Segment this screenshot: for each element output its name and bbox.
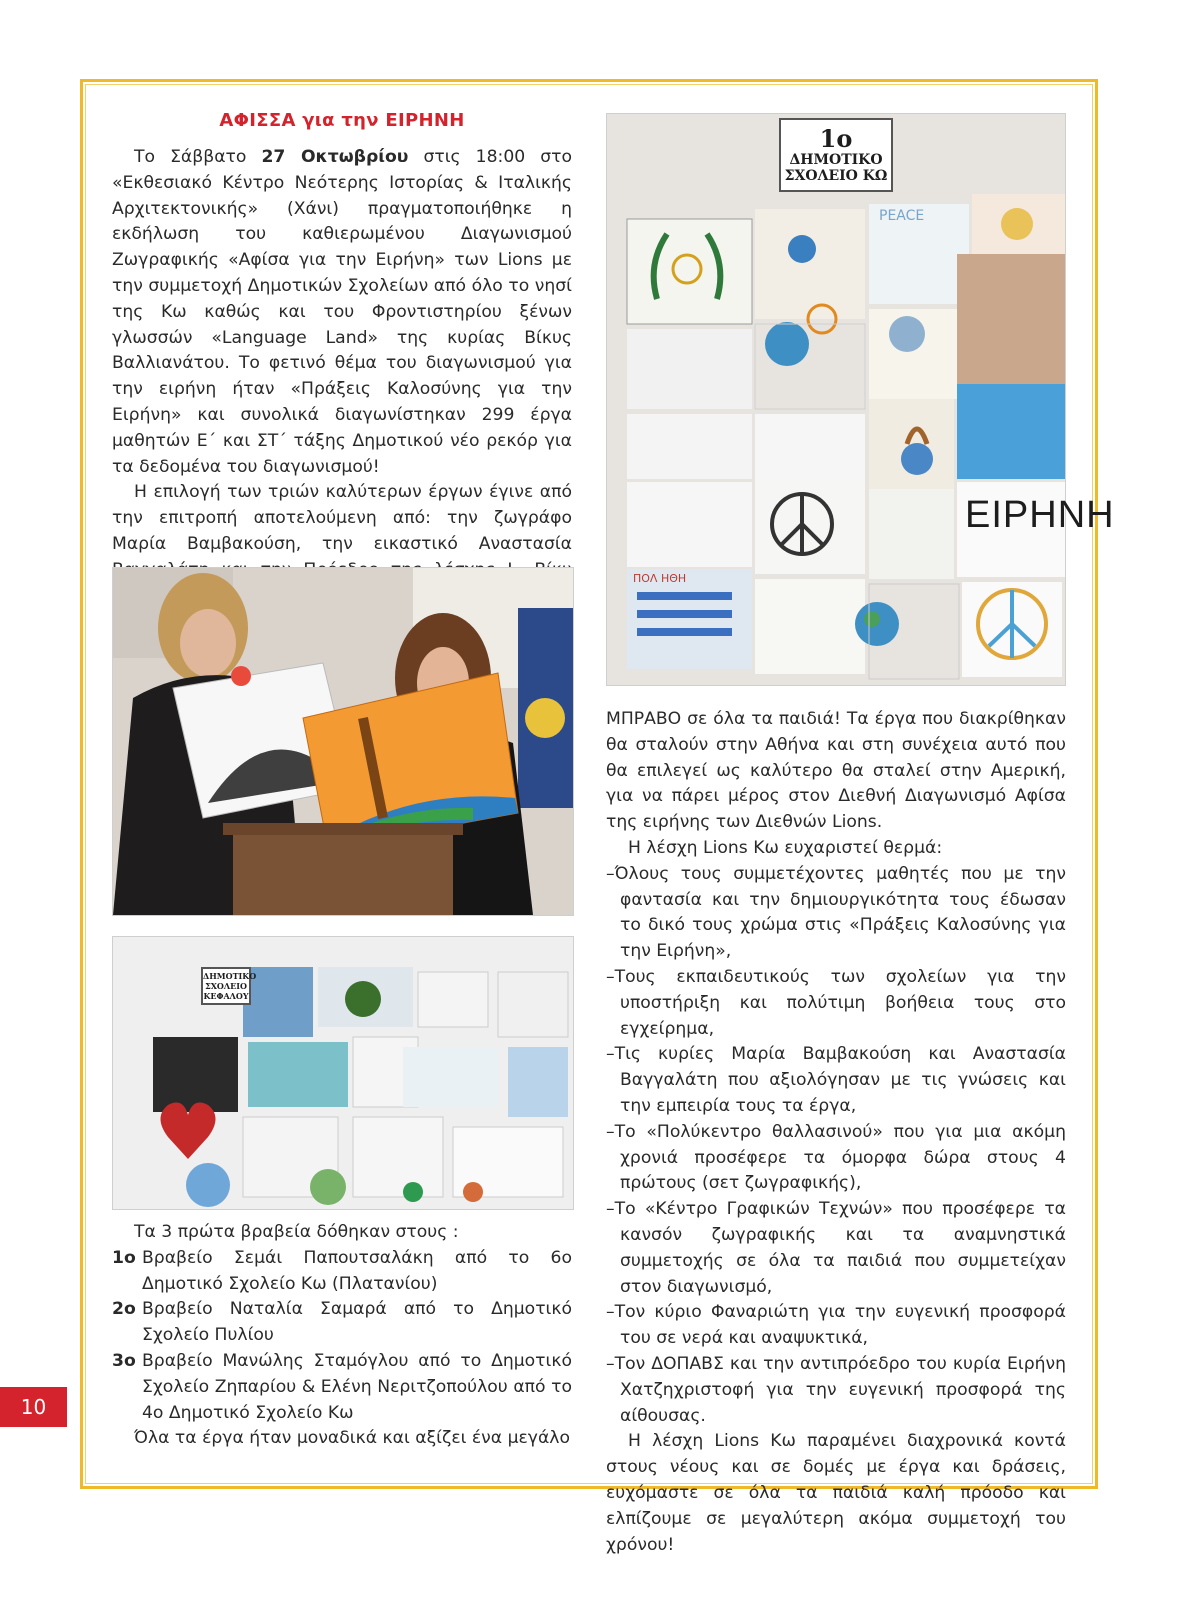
wall-sign-line2: ΣΧΟΛΕΙΟ bbox=[205, 981, 247, 991]
intro-date: 27 Οκτωβρίου bbox=[261, 147, 409, 167]
intro-before: Το Σάββατο bbox=[134, 147, 262, 167]
page-number: 10 bbox=[0, 1387, 67, 1427]
photo-wall-illustration bbox=[113, 937, 573, 1209]
photo-wall-of-drawings bbox=[112, 936, 574, 1210]
prizes-intro: Τα 3 πρώτα βραβεία δόθηκαν στους : bbox=[134, 1222, 459, 1242]
photo-exhibition-drawings bbox=[606, 113, 1115, 686]
thanks-item: –Τον κύριο Φαναριώτη για την ευγενική προσφορά του σε νερά και αναψυκτικά, bbox=[606, 1302, 1066, 1349]
left-column-bottom bbox=[112, 1220, 572, 1452]
left-column-top bbox=[112, 145, 572, 609]
prize-text: Βραβείο Σεμάι Παπουτσαλάκη από το 6ο Δημοτικό Σχολείο Κω (Πλατανίου) bbox=[142, 1247, 572, 1294]
article-title: ΑΦΙΣΣΑ για την ΕΙΡΗΝΗ bbox=[219, 110, 465, 131]
exhibit-eirini-word: ΕΙΡΗΝΗ bbox=[965, 494, 1115, 536]
thanks-item: –Τις κυρίες Μαρία Βαμβακούση και Αναστασία Βαγγαλάτη που αξιολόγησαν με τις γνώσεις και την εμπειρία τους τα έργα, bbox=[606, 1044, 1066, 1116]
prize-text: Βραβείο Ναταλία Σαμαρά από το Δημοτικό Σχολείο Πυλίου bbox=[142, 1299, 572, 1346]
wall-sign bbox=[201, 967, 257, 1005]
wall-sign-line1: ΔΗΜΟΤΙΚΟ bbox=[203, 971, 257, 981]
exhibit-sign-number: 1ο bbox=[819, 124, 853, 153]
prize-rank: 3ο bbox=[112, 1350, 136, 1371]
prize-rank: 1ο bbox=[112, 1247, 136, 1268]
jury-paragraph: Η επιλογή των τριών καλύτερων έργων έγινε από την επιτροπή αποτελούμενη από: την ζωγράφο Μαρία Βαμβακούση, την εικαστικό Αναστασία bbox=[112, 482, 572, 554]
prize-rank: 2ο bbox=[112, 1299, 136, 1320]
thanks-item: –Το «Πολύκεντρο θαλλασινού» που για μια ακόμη χρονιά προσέφερε τα όμορφα δώρα στους 4 πρώτους (σετ ζωγραφικής), bbox=[606, 1121, 1066, 1194]
thanks-item: –Όλους τους συμμετέχοντες μαθητές που με την φαντασία και την δημιουργικότητα τους έδωσαν το δικό τους χρώμα στις «Πράξεις Καλοσύνης για την Ειρήνη», bbox=[606, 863, 1066, 962]
prize-1 bbox=[112, 1246, 572, 1298]
closing-paragraph: Η λέσχη Lions Κω παραμένει διαχρονικά κοντά στους νέους και σε δομές με έργα και δράσεις, ευχόμαστε σε όλα τα παιδιά καλή πρόοδο και ελπίζουμε σε μεγαλύτερη ακόμα συμμετοχή του χρόνου! bbox=[606, 1431, 1066, 1555]
exhibit-sign-line1: ΔΗΜΟΤΙΚΟ bbox=[789, 152, 883, 168]
thanks-item: –Τον ΔΟΠΑΒΣ και την αντιπρόεδρο του κυρία Ειρήνη Χατζηχριστοφή για την ευγενική προσφορά της αίθουσας. bbox=[606, 1353, 1066, 1426]
photo-exhibit-illustration bbox=[607, 114, 1065, 685]
photo-women-holding-drawings bbox=[112, 567, 574, 916]
exhibit-sign-line2: ΣΧΟΛΕΙΟ ΚΩ bbox=[784, 168, 888, 184]
thanks-intro: Η λέσχη Lions Κω ευχαριστεί θερμά: bbox=[628, 837, 943, 858]
all-works-paragraph: Όλα τα έργα ήταν μοναδικά και αξίζει ένα μεγάλο bbox=[134, 1428, 570, 1449]
exhibit-peace-word: PEACE bbox=[879, 208, 925, 224]
prize-2 bbox=[112, 1297, 572, 1349]
thanks-item: –Το «Κέντρο Γραφικών Τεχνών» που προσέφερε τα κανσόν ζωγραφικής και τα αναμνηστικά συμμετοχής σε όλα τα παιδιά που συμμετείχαν στον διαγωνισμό, bbox=[606, 1199, 1066, 1297]
wall-sign-line3: ΚΕΦΑΛΟΥ bbox=[203, 991, 249, 1001]
intro-paragraph bbox=[112, 145, 572, 480]
prize-3 bbox=[112, 1349, 572, 1426]
prize-text: Βραβείο Μανώλης Σταμόγλου από το Δημοτικό Σχολείο Ζηπαρίου & Ελένη Νεριτζοπούλου από το 4ο Δημοτικό Σχολείο Κω bbox=[142, 1350, 572, 1423]
thanks-item: –Τους εκπαιδευτικούς των σχολείων για την υποστήριξη και πολύτιμη βοήθεια τους στο εγχείρημα, bbox=[606, 966, 1066, 1039]
right-column-text bbox=[606, 707, 1066, 1558]
intro-after: στις 18:00 στο «Εκθεσιακό Κέντρο Νεότερης Ιστορίας & Ιταλικής Αρχιτεκτονικής» (Χάνι) πραγματοποιήθηκε η εκδήλωση του καθιερωμένου Διαγωνισμού Ζωγραφικής «Αφίσα για την Ειρήνη» των Lions με την συμμετοχή Δημοτικών Σχολείων από όλο το νησί της Κω καθώς και του Φροντιστηρίου ξένων γλωσσών «Language Land» της κυρίας Βίκυς Βαλλιανάτου. Το φετινό θέμα του διαγωνισμού για την ειρήνη ήταν «Πράξεις Καλοσύνης για την Ειρήνη» και συνολικά διαγωνίστηκαν 299 έργα μαθητών Ε΄ και ΣΤ΄ τάξης Δημοτικού νέο ρεκόρ για τα δεδομένα του διαγωνισμού! bbox=[112, 147, 573, 477]
exhibit-polu-word: ΠΟΛ ΗΘΗ bbox=[633, 572, 687, 585]
photo-women-illustration bbox=[113, 568, 573, 915]
bravo-paragraph: ΜΠΡΑΒΟ σε όλα τα παιδιά! Τα έργα που διακρίθηκαν θα σταλούν στην Αθήνα και στη συνέχεια αυτό που θα επιλεγεί ως καλύτερο θα σταλεί στην Αμερική, για να πάρει μέρος στον Διεθνή Διαγωνισμό Αφίσα της ειρήνης των Διεθνών Lions. bbox=[606, 709, 1066, 833]
exhibit-sign bbox=[779, 118, 893, 192]
